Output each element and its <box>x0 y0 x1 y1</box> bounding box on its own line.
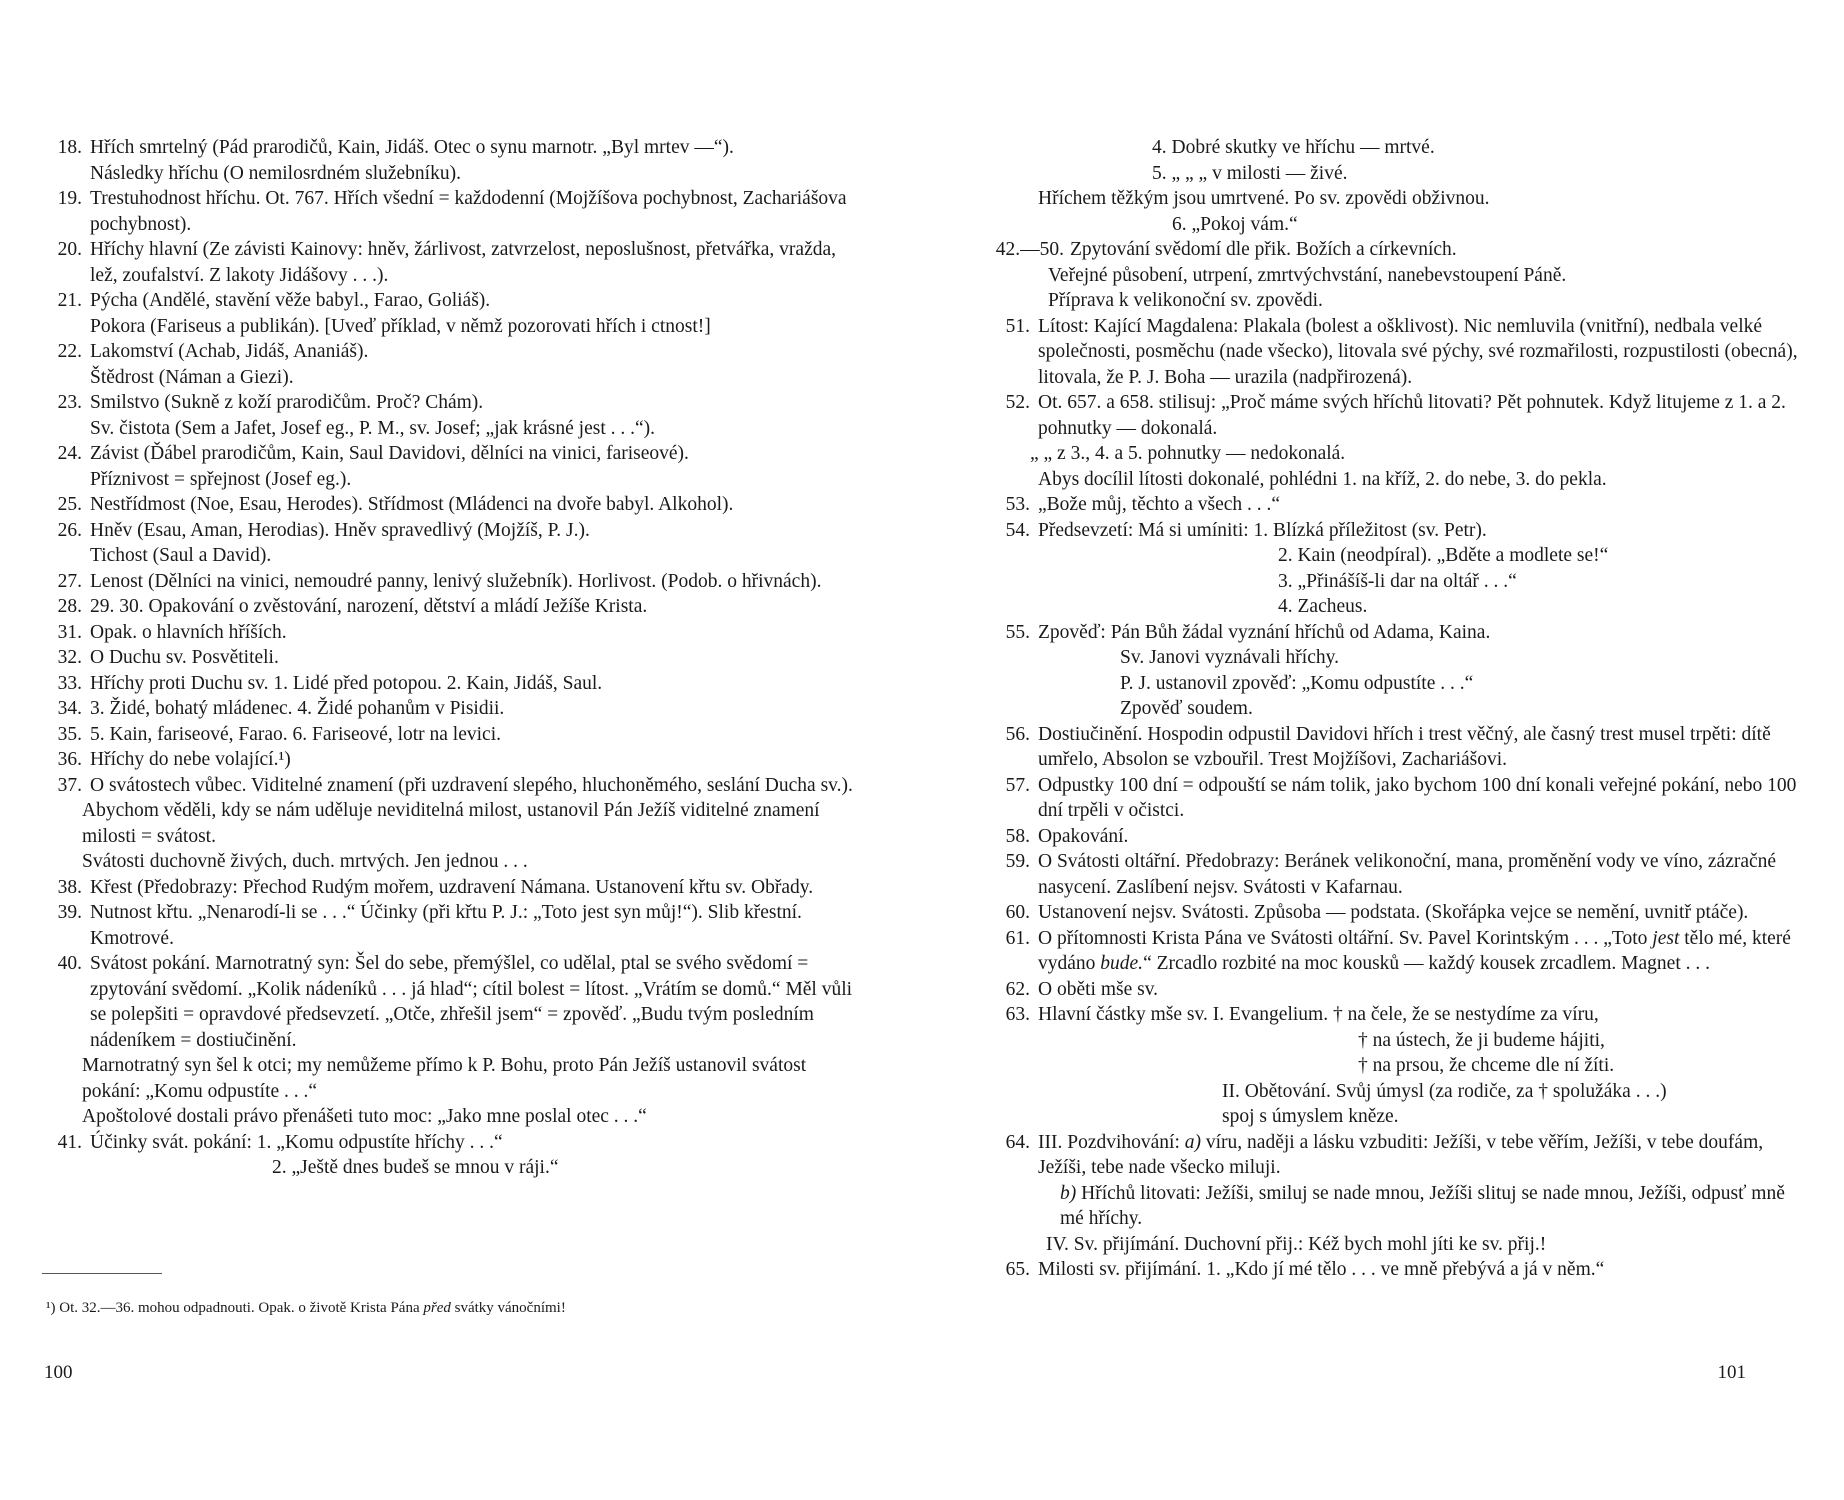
entry-line: 3. Židé, bohatý mládenec. 4. Židé pohanům v Pisidii. <box>90 698 505 719</box>
entry <box>990 314 1798 391</box>
entry-61 <box>990 926 1798 977</box>
entry-line: O Duchu sv. Posvětiteli. <box>90 647 279 668</box>
entry-line: Smilstvo (Sukně z koží prarodičům. Proč? Chám). <box>90 392 484 413</box>
entry-line: Nestřídmost (Noe, Esau, Herodes). Střídmost (Mládenci na dvoře babyl. Alkohol). <box>90 494 734 515</box>
entry-55-line: Zpověď: Pán Bůh žádal vyznání hříchů od Adama, Kaina. <box>1038 621 1491 643</box>
entry-number: 32. <box>57 647 82 668</box>
right-entries-2 <box>990 314 1798 442</box>
entry-line: Lenost (Dělníci na vinici, nemoudré panny, lenivý služebník). Horlivost. (Podob. o hřivnách). <box>90 570 822 592</box>
top-line-1: 4. Dobré skutky ve hříchu — mrtvé. <box>1152 137 1435 158</box>
entry <box>990 390 1798 441</box>
footnote-rule <box>42 1273 162 1274</box>
entry-number: 28. <box>57 596 82 617</box>
right-entries-4 <box>990 722 1798 926</box>
entry-number: 63. <box>1005 1004 1030 1025</box>
page-number-right: 101 <box>1717 1362 1746 1383</box>
right-entries-3 <box>990 492 1798 543</box>
right-page <box>922 0 1844 1500</box>
entry <box>42 441 862 492</box>
entry-line: Sv. čistota (Sem a Jafet, Josef eg., P. M., sv. Josef; „jak krásné jest . . .“). <box>90 417 656 439</box>
entry-41-line-1: Účinky svát. pokání: 1. „Komu odpustíte hříchy . . .“ <box>90 1131 503 1153</box>
entry-line: Hřích smrtelný (Pád prarodičů, Kain, Jidáš. Otec o synu marnotr. „Byl mrtev —“). <box>90 137 734 158</box>
entry <box>42 390 862 441</box>
entry-number: 35. <box>57 723 82 745</box>
entry-number: 24. <box>57 443 82 464</box>
para-37a: Abychom věděli, kdy se nám uděluje neviditelná milost, ustanovil Pán Ježíš viditelné znamení milosti = svátost. <box>82 800 820 847</box>
entry <box>42 722 862 748</box>
entry-number: 41. <box>57 1131 82 1153</box>
entry-line: „Bože můj, těchto a všech . . .“ <box>1038 494 1281 515</box>
entry-line: Závist (Ďábel prarodičům, Kain, Saul Davidovi, dělníci na vinici, fariseové). <box>90 443 689 464</box>
entry-number: 61. <box>1005 927 1030 949</box>
entry-65 <box>990 1257 1798 1283</box>
entry-64-text: III. Pozdvihování: a) víru, naději a lásku vzbuditi: Ježíši, v tebe věřím, Ježíši, v tebe doufám, Ježíši, tebe nade všecko miluji. <box>1038 1131 1764 1178</box>
line-63-2: † na ústech, že ji budeme hájiti, <box>1358 1029 1605 1051</box>
entry-number: 52. <box>1005 392 1030 413</box>
entry <box>42 773 862 799</box>
entry-number: 57. <box>1005 774 1030 796</box>
entry-number: 55. <box>1005 621 1030 643</box>
entry-number: 23. <box>57 392 82 413</box>
entry-line: Odpustky 100 dní = odpouští se nám tolik, jako bychom 100 dní konali veřejné pokání, nebo 100 dní trpěli v očistci. <box>1038 774 1797 821</box>
entry-line: Pokora (Fariseus a publikán). [Uveď příklad, v němž pozorovati hřích i ctnost!] <box>90 315 711 337</box>
footnote: ¹) Ot. 32.—36. mohou odpadnouti. Opak. o životě Krista Pána před svátky vánočními! <box>46 1300 566 1316</box>
entry <box>990 518 1798 544</box>
entry <box>42 237 862 288</box>
entry-number: 31. <box>57 621 82 643</box>
entry-number: 26. <box>57 519 82 541</box>
entry-line: Dostiučinění. Hospodin odpustil Davidovi hřích i trest věčný, ale časný trest musel trpěti: dítě umřelo, Absolon se vzbouřil. Trest Mojžíšovi, Zachariášovi. <box>1038 723 1771 770</box>
entry-number: 58. <box>1005 825 1030 847</box>
entry-number: 59. <box>1005 851 1030 872</box>
entry-line: Následky hříchu (O nemilosrdném služebníku). <box>90 162 461 184</box>
entry-number: 40. <box>57 953 82 974</box>
entry-55 <box>990 620 1798 646</box>
line-63-3: † na prsou, že chceme dle ní žíti. <box>1358 1055 1615 1076</box>
left-entries-2 <box>42 875 862 1054</box>
entry-61-text: O přítomnosti Krista Pána ve Svátosti oltářní. Sv. Pavel Korintským . . . „Toto jest tělo mé, které vydáno bude.“ Zrcadlo rozbité na moc kousků — každý kousek zrcadlem. Magnet . . . <box>1038 927 1791 974</box>
entry-number: 21. <box>57 290 82 311</box>
entry-line: 5. Kain, fariseové, Farao. 6. Fariseové, lotr na levici. <box>90 723 501 745</box>
line-55-1: Sv. Janovi vyznávali hříchy. <box>1120 647 1339 668</box>
line-55-3: Zpověď soudem. <box>1120 698 1253 719</box>
entry-line: Příznivost = spřejnost (Josef eg.). <box>90 468 352 490</box>
entry-number: 64. <box>1005 1131 1030 1153</box>
entry-line: Trestuhodnost hříchu. Ot. 767. Hřích všední = každodenní (Mojžíšova pochybnost, Zachariášova pochybnost). <box>90 188 847 235</box>
entry-line: Ot. 657. a 658. stilisuj: „Proč máme svých hříchů litovati? Pět pohnutek. Když litujeme z 1. a 2. pohnutky — dokonalá. <box>1038 392 1786 439</box>
entry <box>42 288 862 339</box>
entry-line: Ustanovení nejsv. Svátosti. Způsoba — podstata. (Skořápka vejce se nemění, uvnitř ptáče). <box>1038 902 1749 923</box>
entry-42-50 <box>990 237 1798 263</box>
entry-number: 36. <box>57 749 82 770</box>
entry-number: 34. <box>57 698 82 719</box>
entry-line: Hříchy proti Duchu sv. 1. Lidé před potopou. 2. Kain, Jidáš, Saul. <box>90 672 603 694</box>
entry-line: Nutnost křtu. „Nenarodí-li se . . .“ Účinky (při křtu P. J.: „Toto jest syn můj!“). Slib křestní. Kmotrové. <box>90 902 802 949</box>
entry <box>42 671 862 697</box>
entry <box>42 492 862 518</box>
entry <box>42 620 862 646</box>
entry-line: Opak. o hlavních hříších. <box>90 621 287 643</box>
entry-number: 37. <box>57 774 82 796</box>
entry-number: 53. <box>1005 494 1030 515</box>
entry-line: Zpytování svědomí dle přik. Božích a církevních. <box>1070 239 1457 260</box>
entry <box>42 339 862 390</box>
entry <box>42 186 862 237</box>
entry <box>42 518 862 569</box>
para-40a: Marnotratný syn šel k otci; my nemůžeme přímo k P. Bohu, proto Pán Ježíš ustanovil svátost pokání: „Komu odpustíte . . .“ <box>82 1055 807 1102</box>
entry-number: 27. <box>57 570 82 592</box>
left-entries <box>42 135 862 798</box>
page-number-left: 100 <box>44 1362 73 1383</box>
entry <box>42 900 862 951</box>
entry-line: Tichost (Saul a David). <box>90 545 272 566</box>
line-54-4: 4. Zacheus. <box>1278 596 1368 617</box>
line-64b: b) Hříchů litovati: Ježíši, smiluj se nade mnou, Ježíši slituj se nade mnou, Ježíši, odpusť mně mé hříchy. <box>1060 1182 1785 1229</box>
para-37b: Svátosti duchovně živých, duch. mrtvých. Jen jednou . . . <box>82 851 528 872</box>
line-55-2: P. J. ustanovil zpověď: „Komu odpustíte . . .“ <box>1120 672 1474 694</box>
entry-number: 42.—50. <box>995 239 1064 260</box>
entry-number: 56. <box>1005 723 1030 745</box>
entry-number: 20. <box>57 239 82 260</box>
line-63b: II. Obětování. Svůj úmysl (za rodiče, za † spolužáka . . .) spoj s úmyslem kněze. <box>1222 1080 1667 1127</box>
top-line-3: Hříchem těžkým jsou umrtvené. Po sv. zpovědi obživnou. <box>1038 188 1490 209</box>
entry-62-line: O oběti mše sv. <box>1038 978 1159 1000</box>
line-64c: IV. Sv. přijímání. Duchovní přij.: Kéž bych mohl jíti ke sv. přij.! <box>1046 1233 1547 1255</box>
entry-number: 54. <box>1005 519 1030 541</box>
entry-line: Svátost pokání. Marnotratný syn: Šel do sebe, přemýšlel, co udělal, ptal se svého svědomí = zpytování svědomí. „Kolik nádeníků . . . já hlad“; cítil bolest = lítost. „Vrátím se domů.“ Měl vůli se polepšiti = opravdové předsevzetí. „Otče, zhřešil jsem“ = zpověď. „Budu tvým posledním nádeníkem = dostiučinění. <box>90 953 853 1051</box>
entry <box>990 773 1798 824</box>
entry-line: Předsevzetí: Má si umíniti: 1. Blízká příležitost (sv. Petr). <box>1038 519 1487 541</box>
line-52a: „ „ z 3., 4. a 5. pohnutky — nedokonalá. <box>1030 443 1346 464</box>
entry-line: Lítost: Kající Magdalena: Plakala (bolest a ošklivost). Nic nemluvila (vnitřní), nedbala velké společnosti, posměchu (nade všecko), litovala své pýchy, své rozmařilosti, rozpustilosti (obecná), litovala, že P. J. Boha — urazila (nadpřirozená). <box>1038 315 1798 388</box>
para-40b: Apoštolové dostali právo přenášeti tuto moc: „Jako mne poslal otec . . .“ <box>82 1106 647 1127</box>
entry-41-line-2: 2. „Ještě dnes budeš se mnou v ráji.“ <box>272 1157 559 1178</box>
entry <box>42 696 862 722</box>
entry-line: O svátostech vůbec. Viditelné znamení (při uzdravení slepého, hluchoněmého, seslání Ducha sv.). <box>90 774 853 796</box>
entry-62 <box>990 977 1798 1003</box>
entry-line: Lakomství (Achab, Jidáš, Ananiáš). <box>90 341 369 362</box>
entry-line: O Svátosti oltářní. Předobrazy: Beránek velikonoční, mana, proměnění vody ve víno, zázračné nasycení. Zaslíbení nejsv. Svátosti v Kafarnau. <box>1038 851 1777 898</box>
entry-number: 33. <box>57 672 82 694</box>
entry <box>42 135 862 186</box>
line-52b: Abys docílil lítosti dokonalé, pohlédni 1. na kříž, 2. do nebe, 3. do pekla. <box>1038 468 1607 490</box>
entry-line: Opakování. <box>1038 825 1129 847</box>
entry-41 <box>42 1130 862 1181</box>
top-line-2: 5. „ „ „ v milosti — živé. <box>1152 162 1348 184</box>
entry-number: 25. <box>57 494 82 515</box>
entry-number: 65. <box>1005 1259 1030 1280</box>
entry-63-line: Hlavní částky mše sv. I. Evangelium. † na čele, že se nestydíme za víru, <box>1038 1004 1599 1025</box>
entry-line: Hříchy hlavní (Ze závisti Kainovy: hněv, žárlivost, zatvrzelost, neposlušnost, přetvářka, vražda, lež, zoufalství. Z lakoty Jidášovy . . .). <box>90 239 836 286</box>
entry-line: 29. 30. Opakování o zvěstování, narození, dětství a mládí Ježíše Krista. <box>90 596 648 617</box>
entry-number: 18. <box>57 137 82 158</box>
entry <box>42 645 862 671</box>
line-42b: Příprava k velikonoční sv. zpovědi. <box>1048 290 1323 311</box>
entry-number: 60. <box>1005 902 1030 923</box>
line-54-3: 3. „Přinášíš-li dar na oltář . . .“ <box>1278 570 1517 592</box>
entry <box>42 569 862 595</box>
entry-65-line: Milosti sv. přijímání. 1. „Kdo jí mé tělo . . . ve mně přebývá a já v něm.“ <box>1038 1259 1605 1280</box>
entry-line: Křest (Předobrazy: Přechod Rudým mořem, uzdravení Námana. Ustanovení křtu sv. Obřady. <box>90 876 814 898</box>
entry <box>990 849 1798 900</box>
entry-number: 19. <box>57 188 82 209</box>
entry <box>990 900 1798 926</box>
entry-number: 38. <box>57 876 82 898</box>
entry <box>990 722 1798 773</box>
line-42a: Veřejné působení, utrpení, zmrtvýchvstání, nanebevstoupení Páně. <box>1048 264 1567 286</box>
entry <box>42 594 862 620</box>
entry-line: Hříchy do nebe volající.¹) <box>90 749 291 770</box>
entry-63 <box>990 1002 1798 1028</box>
entry-number: 51. <box>1005 315 1030 337</box>
entry-line: Pýcha (Andělé, stavění věže babyl., Farao, Goliáš). <box>90 290 491 311</box>
entry <box>990 492 1798 518</box>
entry-number: 22. <box>57 341 82 362</box>
left-column <box>42 135 862 1181</box>
entry <box>990 824 1798 850</box>
entry <box>42 875 862 901</box>
top-line-4: 6. „Pokoj vám.“ <box>1172 213 1298 235</box>
entry-line: Štědrost (Náman a Giezi). <box>90 366 294 388</box>
entry-line: Hněv (Esau, Aman, Herodias). Hněv spravedlivý (Mojžíš, P. J.). <box>90 519 590 541</box>
entry <box>42 747 862 773</box>
entry-number: 62. <box>1005 978 1030 1000</box>
entry <box>42 951 862 1053</box>
right-column <box>990 135 1798 1283</box>
entry-64 <box>990 1130 1798 1181</box>
line-54-2: 2. Kain (neodpíral). „Bděte a modlete se!“ <box>1278 545 1609 566</box>
entry-number: 39. <box>57 902 82 923</box>
